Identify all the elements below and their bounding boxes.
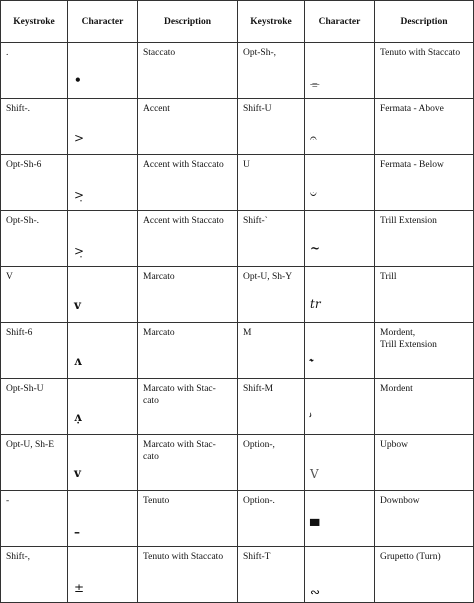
header-keystroke: Keystroke <box>1 1 68 43</box>
table-row <box>1 323 474 379</box>
trill-symbol-icon: tr <box>310 297 321 311</box>
header-character: Character <box>305 1 375 43</box>
marcato-symbol-icon: ʌ <box>74 354 82 368</box>
staccato-symbol-icon: • <box>74 73 82 87</box>
description-cell: Marcato with Stac- cato <box>138 435 238 491</box>
keystroke-cell: Opt-U, Sh-E <box>1 435 68 491</box>
table-row <box>1 491 474 547</box>
keystroke-cell: Opt-Sh-U <box>1 379 68 435</box>
tenuto-staccato-symbol-icon: ⌯ <box>310 77 320 91</box>
character-cell <box>68 211 138 267</box>
description-cell: Accent with Staccato <box>138 155 238 211</box>
upbow-symbol-icon: V <box>310 467 319 481</box>
header-description: Description <box>375 1 474 43</box>
keystroke-cell: Shift-U <box>238 99 305 155</box>
keystroke-cell: Opt-Sh-6 <box>1 155 68 211</box>
description-cell: Upbow <box>375 435 474 491</box>
keystroke-cell: Shift-. <box>1 99 68 155</box>
character-cell <box>68 491 138 547</box>
character-cell <box>68 99 138 155</box>
table-row <box>1 547 474 603</box>
keystroke-cell: Opt-U, Sh-Y <box>238 267 305 323</box>
character-cell <box>305 491 375 547</box>
description-cell: Trill Extension <box>375 211 474 267</box>
description-cell: Tenuto <box>138 491 238 547</box>
character-cell <box>305 435 375 491</box>
character-cell <box>68 379 138 435</box>
description-cell: Staccato <box>138 43 238 99</box>
description-cell: Marcato <box>138 323 238 379</box>
table-row <box>1 435 474 491</box>
description-cell: Tenuto with Staccato <box>138 547 238 603</box>
character-cell <box>305 267 375 323</box>
description-cell: Tenuto with Staccato <box>375 43 474 99</box>
character-cell <box>305 99 375 155</box>
character-cell <box>305 323 375 379</box>
fermata-above-symbol-icon: 𝄐 <box>310 131 317 145</box>
character-cell <box>305 547 375 603</box>
marcato-staccato-symbol-icon: ʌ̣ <box>74 410 82 424</box>
character-cell <box>305 43 375 99</box>
description-cell: Marcato with Stac- cato <box>138 379 238 435</box>
table-row <box>1 379 474 435</box>
keystroke-cell: Option-, <box>238 435 305 491</box>
character-cell <box>68 547 138 603</box>
description-cell: Fermata - Above <box>375 99 474 155</box>
character-cell <box>305 379 375 435</box>
accent-staccato-symbol-icon: >̣ <box>74 188 85 202</box>
keystroke-cell: Shift-6 <box>1 323 68 379</box>
mordent-symbol-icon: 𝆞 <box>310 409 312 423</box>
keystroke-cell: . <box>1 43 68 99</box>
trill-extension-symbol-icon: ~ <box>310 241 321 255</box>
accent-symbol-icon: > <box>74 131 85 145</box>
header-row <box>1 1 474 43</box>
fermata-below-symbol-icon: 𝄑 <box>310 187 317 201</box>
description-cell: Mordent <box>375 379 474 435</box>
table-row <box>1 43 474 99</box>
description-cell: Downbow <box>375 491 474 547</box>
description-cell: Trill <box>375 267 474 323</box>
description-cell: Grupetto (Turn) <box>375 547 474 603</box>
table-row <box>1 99 474 155</box>
tenuto-staccato-symbol-icon: ± <box>74 581 85 595</box>
character-cell <box>68 267 138 323</box>
keystroke-cell: Shift-T <box>238 547 305 603</box>
description-cell: Mordent, Trill Extension <box>375 323 474 379</box>
marcato-symbol-icon: v <box>74 298 81 312</box>
character-cell <box>68 435 138 491</box>
character-cell <box>68 155 138 211</box>
table-row <box>1 211 474 267</box>
header-character: Character <box>68 1 138 43</box>
keystroke-cell: - <box>1 491 68 547</box>
keystroke-cell: V <box>1 267 68 323</box>
keystroke-cell: Option-. <box>238 491 305 547</box>
keystroke-cell: Opt-Sh-. <box>1 211 68 267</box>
marcato-staccato-symbol-icon: v <box>74 466 81 480</box>
keystroke-cell: Shift-, <box>1 547 68 603</box>
description-cell: Accent with Staccato <box>138 211 238 267</box>
character-cell <box>305 211 375 267</box>
turn-symbol-icon: ∾ <box>310 585 321 599</box>
keystroke-cell: Shift-` <box>238 211 305 267</box>
mordent-trill-symbol-icon: 𝆝 <box>310 353 313 367</box>
description-cell: Accent <box>138 99 238 155</box>
table-row <box>1 267 474 323</box>
downbow-symbol-icon: ▀ <box>310 519 320 533</box>
description-cell: Fermata - Below <box>375 155 474 211</box>
header-description: Description <box>138 1 238 43</box>
keystroke-cell: U <box>238 155 305 211</box>
keystroke-cell: M <box>238 323 305 379</box>
accent-staccato-symbol-icon: >̣ <box>74 244 85 258</box>
character-cell <box>305 155 375 211</box>
character-cell <box>68 323 138 379</box>
keystroke-cell: Shift-M <box>238 379 305 435</box>
table-row <box>1 155 474 211</box>
header-keystroke: Keystroke <box>238 1 305 43</box>
keystroke-cell: Opt-Sh-, <box>238 43 305 99</box>
character-cell <box>68 43 138 99</box>
tenuto-symbol-icon: – <box>74 525 80 539</box>
description-cell: Marcato <box>138 267 238 323</box>
